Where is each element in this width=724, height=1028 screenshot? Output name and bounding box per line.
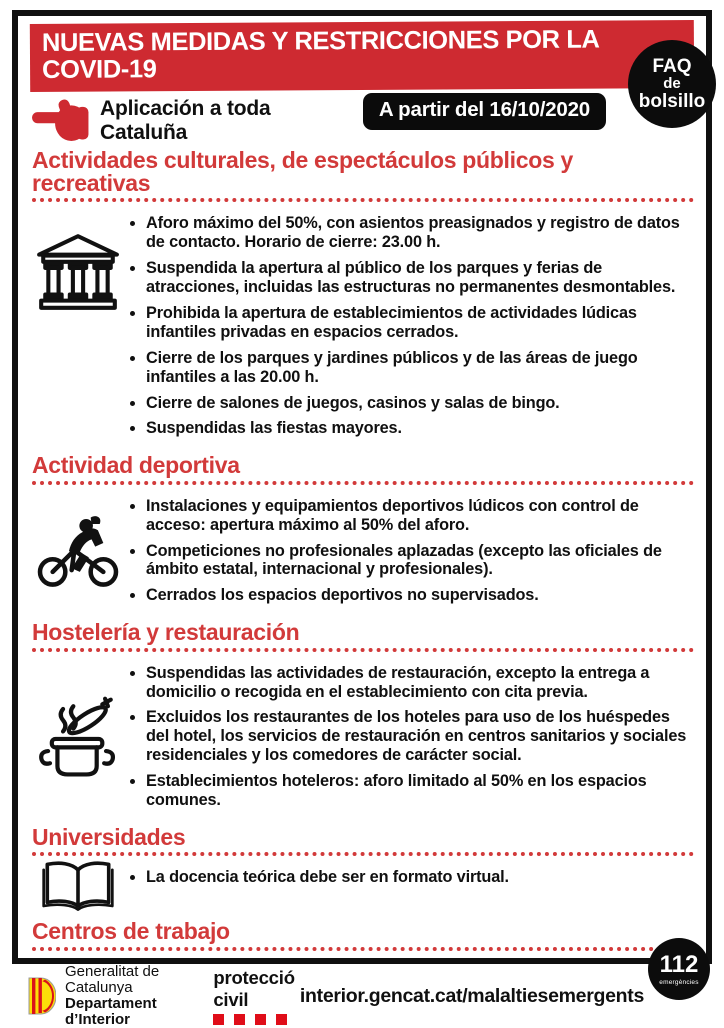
bullet-item: • Cierre de los parques y jardines públicos y de las áreas de juego infantiles a las 20.00 h.	[146, 349, 694, 387]
effective-date-badge: A partir del 16/10/2020	[363, 93, 606, 130]
poster-title-banner	[30, 20, 694, 92]
generalitat-logo-icon	[26, 976, 56, 1016]
bullet-list-culturales	[126, 208, 694, 445]
red-square	[234, 1014, 245, 1025]
red-square	[276, 1014, 287, 1025]
bullet-list-centros-trabajo	[126, 957, 694, 964]
bullet-item: • Cierre de salones de juegos, casinos y salas de bingo.	[146, 394, 694, 413]
bullet-item: • Aforo máximo del 50%, con asientos preasignados y registro de datos de contacto. Horario de cierre: 23.00 h.	[146, 214, 694, 252]
section-title-actividades-culturales: Actividades culturales, de espectáculos públicos y recreativas	[32, 149, 694, 203]
poster-title: NUEVAS MEDIDAS Y RESTRICCIONES POR LA COVID-19	[41, 25, 599, 84]
emergency-112-badge	[648, 938, 710, 1000]
cyclist-icon	[30, 488, 126, 616]
bullet-item: • Prohibida la apertura de establecimientos de actividades lúdicas infantiles privadas en espacios cerrados.	[146, 304, 694, 342]
section-actividad-deportiva	[30, 488, 694, 616]
bullet-item: • Cerrados los espacios deportivos no supervisados.	[146, 586, 694, 605]
section-hosteleria	[30, 655, 694, 821]
bullet-item: • Suspendidas las actividades de restauración, excepto la entrega a domicilio o recogida en el establecimiento con cita previa.	[146, 664, 694, 702]
open-book-icon	[30, 859, 126, 915]
org-line2: Departament d’Interior	[65, 995, 157, 1028]
section-title-actividad-deportiva: Actividad deportiva	[32, 454, 694, 484]
bullet-item	[146, 963, 694, 964]
subheader-row	[32, 98, 694, 144]
faq-badge-line1: FAQ	[652, 55, 692, 77]
civil-protection-label: protecció civil	[213, 967, 295, 1010]
section-actividades-culturales	[30, 205, 694, 449]
museum-icon	[30, 205, 126, 449]
faq-badge	[628, 40, 716, 128]
red-square	[213, 1014, 224, 1025]
bullet-list-universidades	[126, 862, 694, 911]
org-line1: Generalitat de Catalunya	[65, 962, 160, 996]
civil-protection-block	[213, 967, 300, 1025]
footer-url: interior.gencat.cat/malaltiesemergents	[299, 984, 644, 1007]
civil-protection-squares	[213, 1014, 300, 1025]
section-title-centros-trabajo: Centros de trabajo	[32, 920, 694, 950]
emergency-number: 112	[659, 950, 699, 978]
cooking-pot-icon	[30, 655, 126, 821]
bullet-item: • Competiciones no profesionales aplazadas (excepto las oficiales de ámbito estatal, internacional y profesionales).	[146, 542, 694, 580]
section-title-universidades: Universidades	[32, 826, 694, 856]
scope-label: Aplicación a toda Cataluña	[100, 96, 271, 144]
section-title-hosteleria: Hostelería y restauración	[32, 621, 694, 651]
bullet-item: • Suspendida la apertura al público de los parques y ferias de atracciones, incluidas las estructuras no permanentes desmontables.	[146, 259, 694, 297]
emergency-label: emergències	[659, 978, 699, 986]
bullet-item: • Suspendidas las fiestas mayores.	[146, 419, 694, 438]
pointing-hand-icon	[32, 98, 90, 144]
org-name	[65, 964, 183, 1028]
bullet-list-deportiva	[126, 491, 694, 612]
bullet-item: • La docencia teórica debe ser en formato virtual.	[146, 868, 694, 887]
bullet-list-hosteleria	[126, 658, 694, 817]
red-square	[255, 1014, 266, 1025]
section-universidades	[30, 859, 694, 915]
bullet-item: • Instalaciones y equipamientos deportivos lúdicos con control de acceso: apertura máximo al 50% del aforo.	[146, 497, 694, 535]
bullet-item: • Establecimientos hoteleros: aforo limitado al 50% en los espacios comunes.	[146, 772, 694, 810]
faq-badge-line2: de	[663, 75, 681, 93]
faq-badge-line3: bolsillo	[638, 90, 706, 112]
bullet-item: • Excluidos los restaurantes de los hoteles para uso de los huéspedes del hotel, los servicios de restauración en centros sanitarios y sociales residenciales y los comedores de carácter social.	[146, 708, 694, 765]
poster-frame	[12, 10, 712, 964]
